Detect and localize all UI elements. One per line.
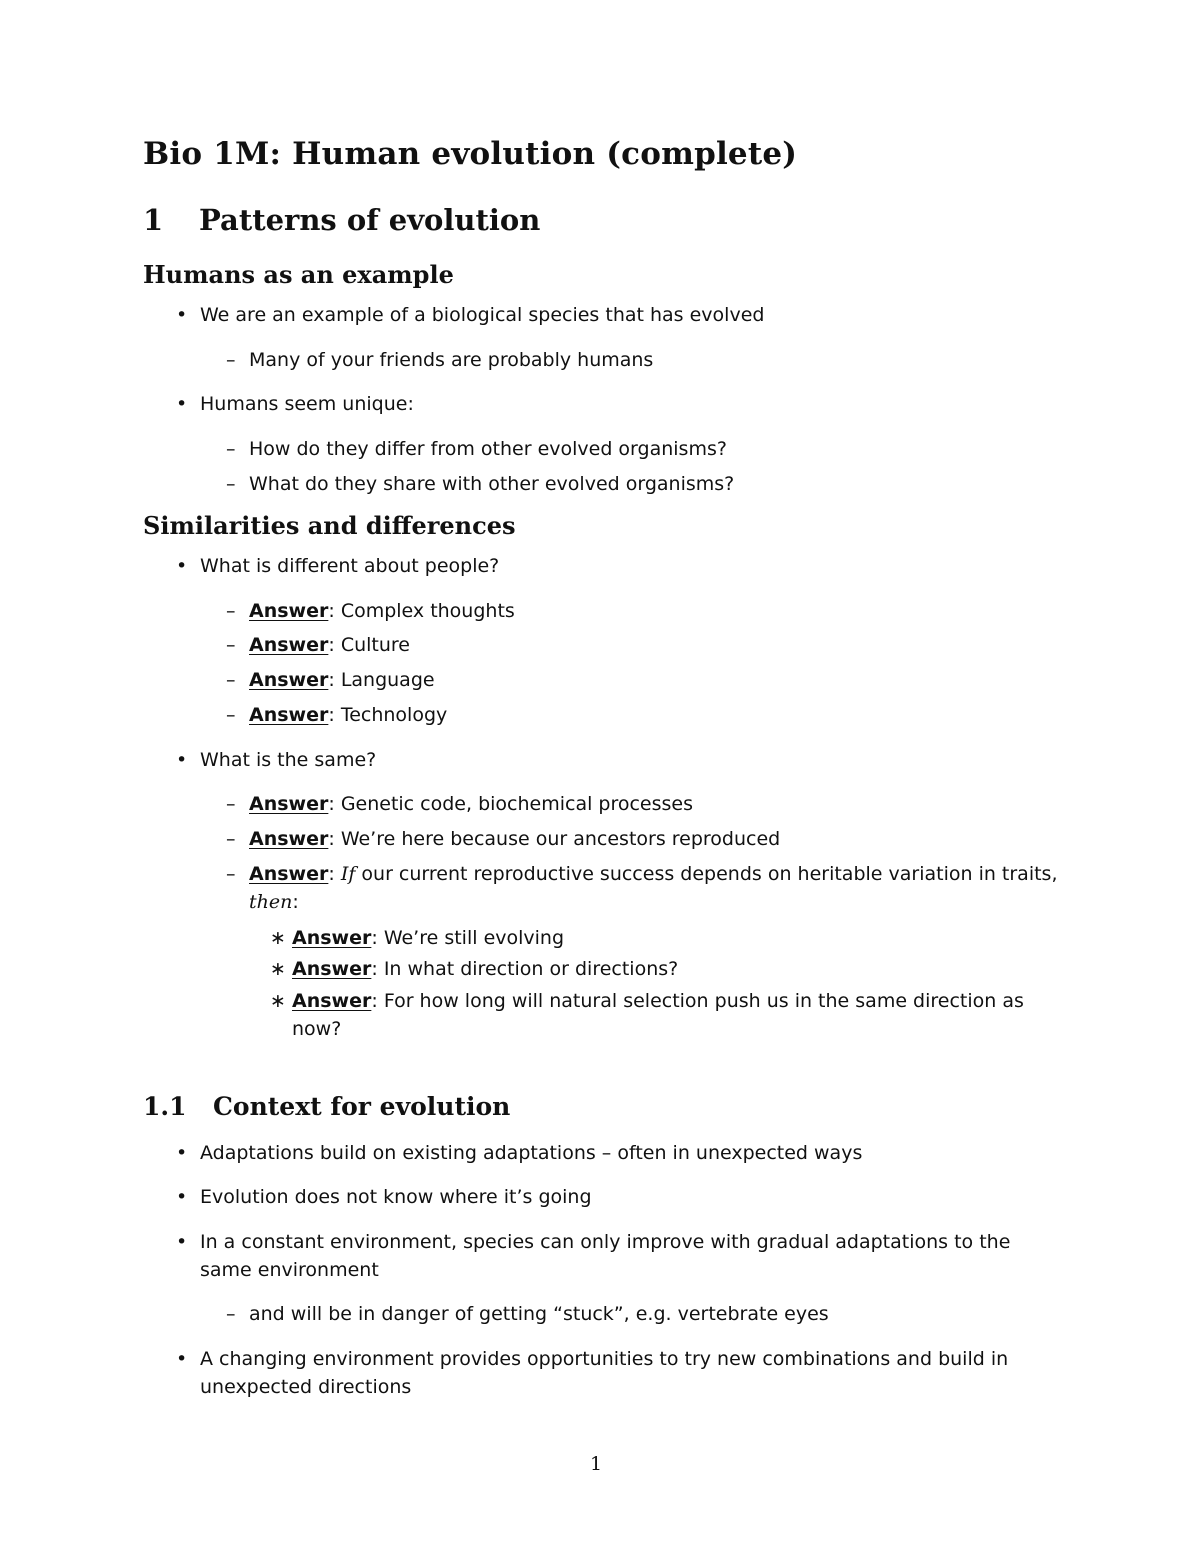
sub-item: How do they differ from other evolved organisms? bbox=[249, 438, 727, 460]
bullet-marker: • bbox=[176, 1348, 188, 1370]
bullet-marker: • bbox=[176, 1186, 188, 1208]
answer-text: In what direction or directions? bbox=[383, 958, 679, 980]
answer-text: Culture bbox=[340, 634, 410, 656]
answer-text: Complex thoughts bbox=[340, 600, 515, 622]
answer-text: Genetic code, biochemical processes bbox=[340, 793, 694, 815]
colon: : bbox=[328, 600, 335, 622]
dash-marker: – bbox=[226, 634, 236, 656]
bullet-item: What is the same? bbox=[200, 749, 377, 771]
answer-label: Answer bbox=[249, 634, 329, 656]
bullet-item: Humans seem unique: bbox=[200, 393, 414, 415]
dash-marker: – bbox=[226, 349, 236, 371]
dash-marker: – bbox=[226, 828, 236, 850]
section-number: 1.1 bbox=[143, 1092, 187, 1121]
colon: : bbox=[371, 990, 378, 1012]
bullet-item: We are an example of a biological species that has evolved bbox=[200, 304, 765, 326]
sub-item: Many of your friends are probably humans bbox=[249, 349, 654, 371]
section-number: 1 bbox=[143, 203, 164, 237]
answer-item bbox=[249, 860, 1059, 916]
answer-label: Answer bbox=[249, 600, 329, 622]
answer-item bbox=[249, 790, 693, 818]
answer-item bbox=[249, 825, 780, 853]
colon: : bbox=[328, 793, 335, 815]
subsection-heading-similarities: Similarities and differences bbox=[143, 511, 516, 540]
colon: : bbox=[328, 704, 335, 726]
colon: : bbox=[371, 927, 378, 949]
bullet-marker: • bbox=[176, 304, 188, 326]
sub-item: What do they share with other evolved organisms? bbox=[249, 473, 735, 495]
then-word: then bbox=[249, 891, 293, 913]
dash-marker: – bbox=[226, 669, 236, 691]
answer-item bbox=[249, 666, 435, 694]
dash-marker: – bbox=[226, 438, 236, 460]
dash-marker: – bbox=[226, 793, 236, 815]
colon: : bbox=[328, 634, 335, 656]
answer-text: We’re here because our ancestors reproduced bbox=[340, 828, 781, 850]
bullet-marker: • bbox=[176, 1231, 188, 1253]
colon: : bbox=[371, 958, 378, 980]
sub-item: and will be in danger of getting “stuck”, e.g. vertebrate eyes bbox=[249, 1303, 829, 1325]
answer-label: Answer bbox=[292, 958, 372, 980]
bullet-item: What is different about people? bbox=[200, 555, 500, 577]
dash-marker: – bbox=[226, 1303, 236, 1325]
if-word: If bbox=[340, 863, 356, 885]
answer-text: For how long will natural selection push us in the same direction as now? bbox=[292, 990, 1024, 1040]
bullet-marker: • bbox=[176, 749, 188, 771]
dash-marker: – bbox=[226, 600, 236, 622]
dash-marker: – bbox=[226, 704, 236, 726]
section-1-1-heading bbox=[143, 1092, 510, 1121]
dash-marker: – bbox=[226, 473, 236, 495]
answer-label: Answer bbox=[249, 704, 329, 726]
answer-item bbox=[249, 597, 515, 625]
section-1-heading bbox=[143, 203, 540, 237]
subsection-heading-humans: Humans as an example bbox=[143, 260, 454, 289]
bullet-item: Adaptations build on existing adaptations – often in unexpected ways bbox=[200, 1142, 863, 1164]
answer-label: Answer bbox=[249, 793, 329, 815]
colon: : bbox=[328, 828, 335, 850]
bullet-item: Evolution does not know where it’s going bbox=[200, 1186, 592, 1208]
bullet-marker: • bbox=[176, 393, 188, 415]
answer-text: our current reproductive success depends on heritable variation in traits, bbox=[361, 863, 1058, 885]
answer-label: Answer bbox=[292, 927, 372, 949]
answer-label: Answer bbox=[249, 863, 329, 885]
section-title: Context for evolution bbox=[213, 1092, 511, 1121]
colon: : bbox=[328, 863, 335, 885]
page-number: 1 bbox=[590, 1453, 603, 1475]
answer-text: Technology bbox=[340, 704, 448, 726]
answer-text: Language bbox=[340, 669, 435, 691]
answer-label: Answer bbox=[292, 990, 372, 1012]
colon: : bbox=[292, 891, 299, 913]
answer-item bbox=[292, 955, 678, 983]
document-title: Bio 1M: Human evolution (complete) bbox=[143, 136, 798, 172]
answer-item bbox=[292, 924, 564, 952]
answer-item bbox=[249, 701, 447, 729]
star-marker: ∗ bbox=[270, 990, 286, 1012]
colon: : bbox=[328, 669, 335, 691]
bullet-marker: • bbox=[176, 555, 188, 577]
section-title: Patterns of evolution bbox=[199, 203, 541, 237]
bullet-item: In a constant environment, species can only improve with gradual adaptations to the same environment bbox=[200, 1231, 1011, 1281]
star-marker: ∗ bbox=[270, 927, 286, 949]
answer-label: Answer bbox=[249, 669, 329, 691]
bullet-item: A changing environment provides opportunities to try new combinations and build in unexpected directions bbox=[200, 1348, 1009, 1398]
bullet-marker: • bbox=[176, 1142, 188, 1164]
dash-marker: – bbox=[226, 863, 236, 885]
answer-text: We’re still evolving bbox=[383, 927, 565, 949]
answer-item bbox=[292, 987, 1062, 1043]
answer-item bbox=[249, 631, 410, 659]
star-marker: ∗ bbox=[270, 958, 286, 980]
answer-label: Answer bbox=[249, 828, 329, 850]
